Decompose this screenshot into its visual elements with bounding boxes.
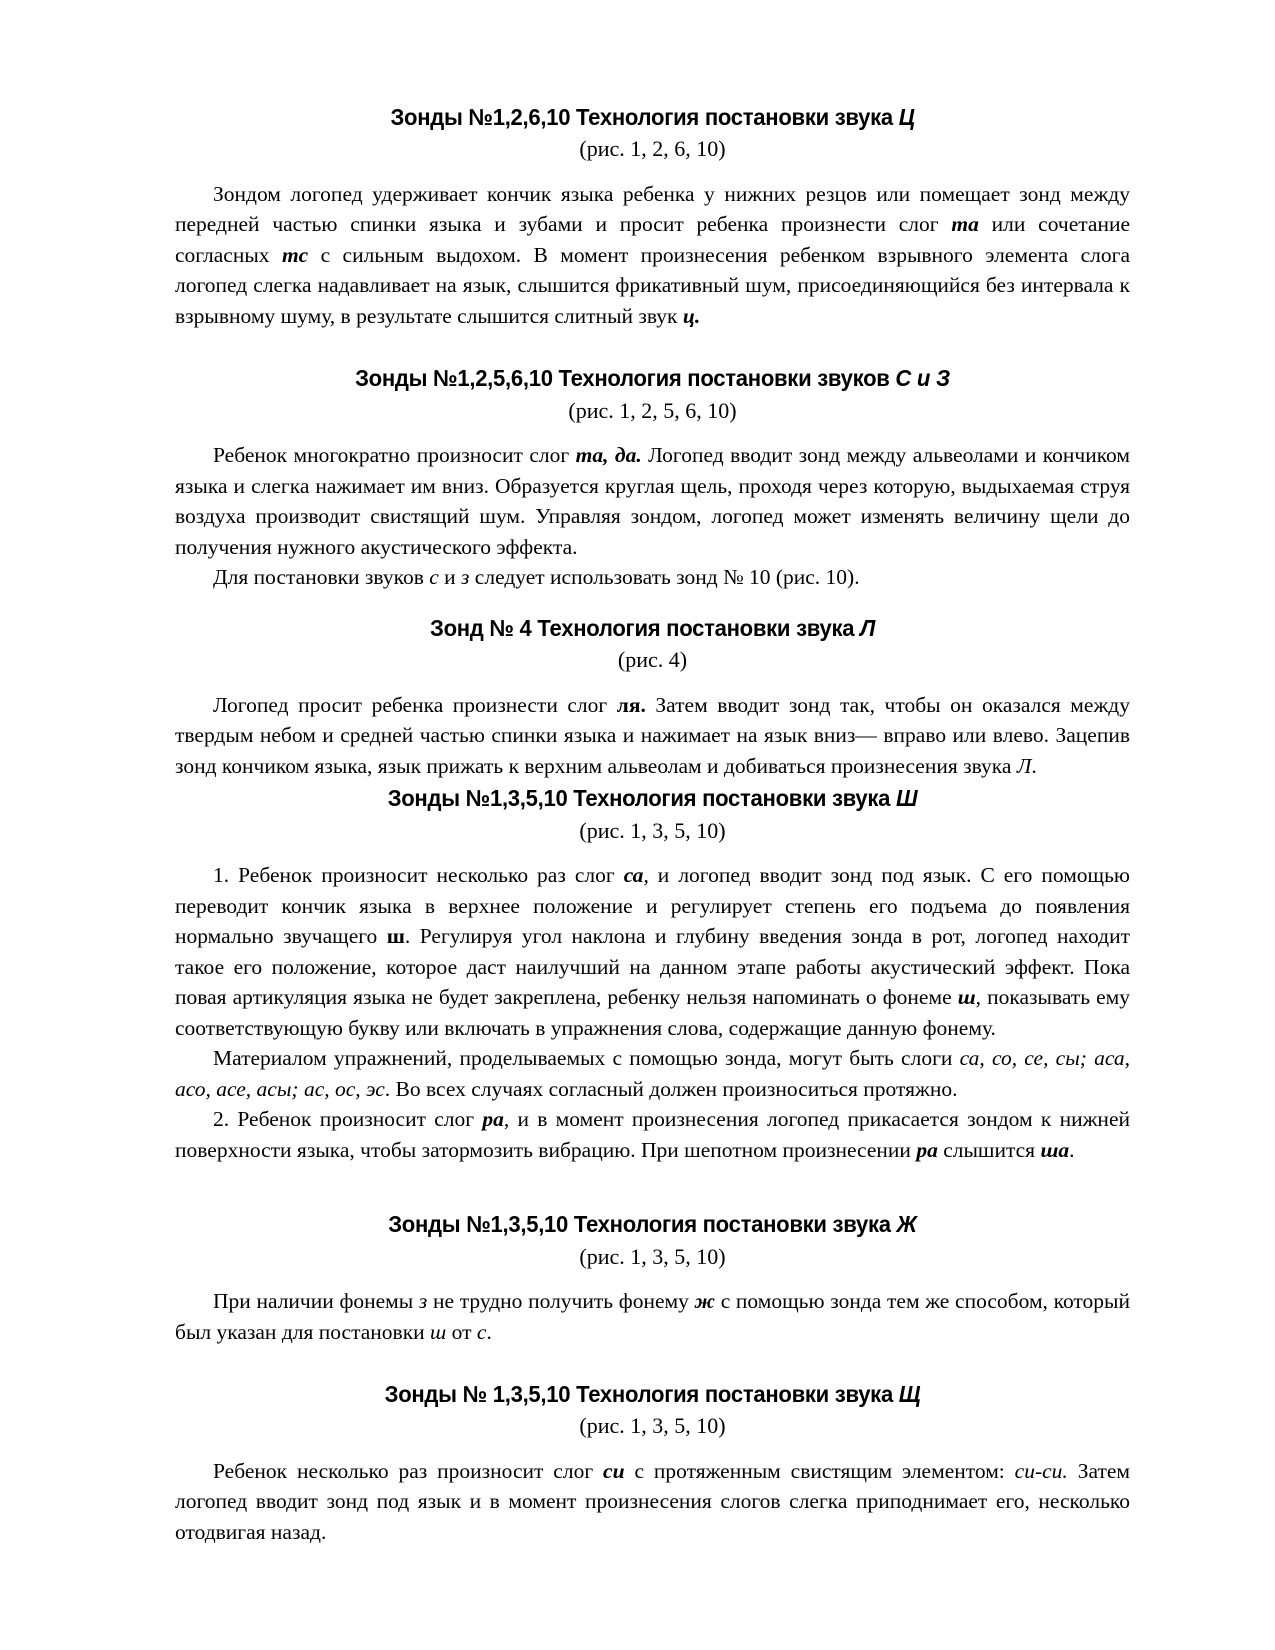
section-title-prefix: Зонды №1,2,6,10 Технология постановки звука [390, 104, 899, 130]
document-content [175, 104, 1130, 1547]
section-title-ts [194, 104, 1111, 130]
section-title-shch [194, 1381, 1111, 1407]
section-title-zh [194, 1211, 1111, 1237]
section-title-sound: Ж [896, 1211, 917, 1238]
section-title-sh [194, 785, 1111, 811]
figure-reference-ts: (рис. 1, 2, 6, 10) [579, 136, 726, 162]
paragraph-shch-p1: Ребенок несколько раз произносит слог си с протяженным свистящим элементом: си-си. Затем логопед вводит зонд под язык и в момент произнесения слогов слегка приподнимает его, несколько отодвигая назад. [175, 1458, 1130, 1544]
section-title-prefix: Зонды №1,3,5,10 Технология постановки звука [387, 785, 896, 812]
figure-reference-shch: (рис. 1, 3, 5, 10) [579, 1413, 726, 1439]
section-title-sound: Щ [898, 1381, 921, 1408]
figure-reference-sh: (рис. 1, 3, 5, 10) [579, 817, 726, 843]
section-title-prefix: Зонд № 4 Технология постановки звука [430, 614, 861, 641]
section-title-sound: Ш [895, 785, 918, 812]
spacer [175, 593, 1130, 615]
paragraph-ts-p1: Зондом логопед удерживает кончик языка ребенка у нижних резцов или помещает зонд между передней частью спинки языка и зубами и просит ребенка произнести слог та или сочетание согласных тс с сильным выдохом. В момент произнесения ребенком взрывного элемента слога логопед слегка надавливает на язык, слышится фрикативный шум, присоединяющийся без интервала к взрывному шуму, в результате слышится слитный звук ц. [175, 181, 1130, 328]
spacer [175, 1347, 1130, 1381]
paragraph-l-p1: Логопед просит ребенка произнести слог ля. Затем вводит зонд так, чтобы он оказался между твердым небом и средней частью спинки языка и нажимает на язык вниз— вправо или влево. Зацепив зонд кончиком языка, язык прижать к верхним альвеолам и добиваться произнесения звука Л. [175, 692, 1130, 778]
section-title-s-z [194, 365, 1111, 391]
spacer [175, 331, 1130, 365]
section-title-prefix: Зонды № 1,3,5,10 Технология постановки звука [384, 1381, 899, 1408]
paragraph-s-z-p2: Для постановки звуков с и з следует использовать зонд № 10 (рис. 10). [213, 565, 860, 590]
figure-reference-s-z: (рис. 1, 2, 5, 6, 10) [568, 397, 737, 423]
spacer [175, 1165, 1130, 1211]
paragraph-zh-p1: При наличии фонемы з не трудно получить фонему ж с помощью зонда тем же способом, который был указан для постановки ш от с. [175, 1289, 1130, 1344]
section-title-l [194, 615, 1111, 641]
section-title-prefix: Зонды №1,2,5,6,10 Технология постановки звуков [355, 365, 896, 392]
section-title-prefix: Зонды №1,3,5,10 Технология постановки звука [388, 1211, 897, 1238]
paragraph-s-z-p1: Ребенок многократно произносит слог та, да. Логопед вводит зонд между альвеолами и кончиком языка и слегка нажимает им вниз. Образуется круглая щель, проходя через которую, выдыхаемая струя воздуха производит свистящий шум. Управляя зондом, логопед может изменять величину щели до получения нужного акустического эффекта. [175, 443, 1130, 559]
paragraph-sh-p1: 1. Ребенок произносит несколько раз слог са, и логопед вводит зонд под язык. С его помощью переводит кончик языка в верхнее положение и регулирует степень его подъема до появления нормально звучащего ш. Регулируя угол наклона и глубину введения зонда в рот, логопед находит такое его положение, которое даст наилучший на данном этапе работы акустический эффект. Пока повая артикуляция языка не будет закреплена, ребенку нельзя напоминать о фонеме ш, показывать ему соответствующую букву или включать в упражнения слова, содержащие данную фонему. [175, 863, 1130, 1040]
section-title-sound: С и З [895, 365, 950, 392]
section-title-sound: Ц [898, 104, 915, 130]
paragraph-sh-p3: 2. Ребенок произносит слог ра, и в момент произнесения логопед прикасается зондом к нижней поверхности языка, чтобы затормозить вибрацию. При шепотном произнесении ра слышится ша. [175, 1107, 1130, 1162]
paragraph-sh-p2: Материалом упражнений, проделываемых с помощью зонда, могут быть слоги са, со, се, сы; аса, асо, асе, асы; ас, ос, эс. Во всех случаях согласный должен произноситься протяжно. [175, 1046, 1131, 1101]
figure-reference-l: (рис. 4) [617, 647, 688, 673]
section-title-sound: Л [860, 614, 875, 641]
figure-reference-zh: (рис. 1, 3, 5, 10) [579, 1243, 726, 1269]
